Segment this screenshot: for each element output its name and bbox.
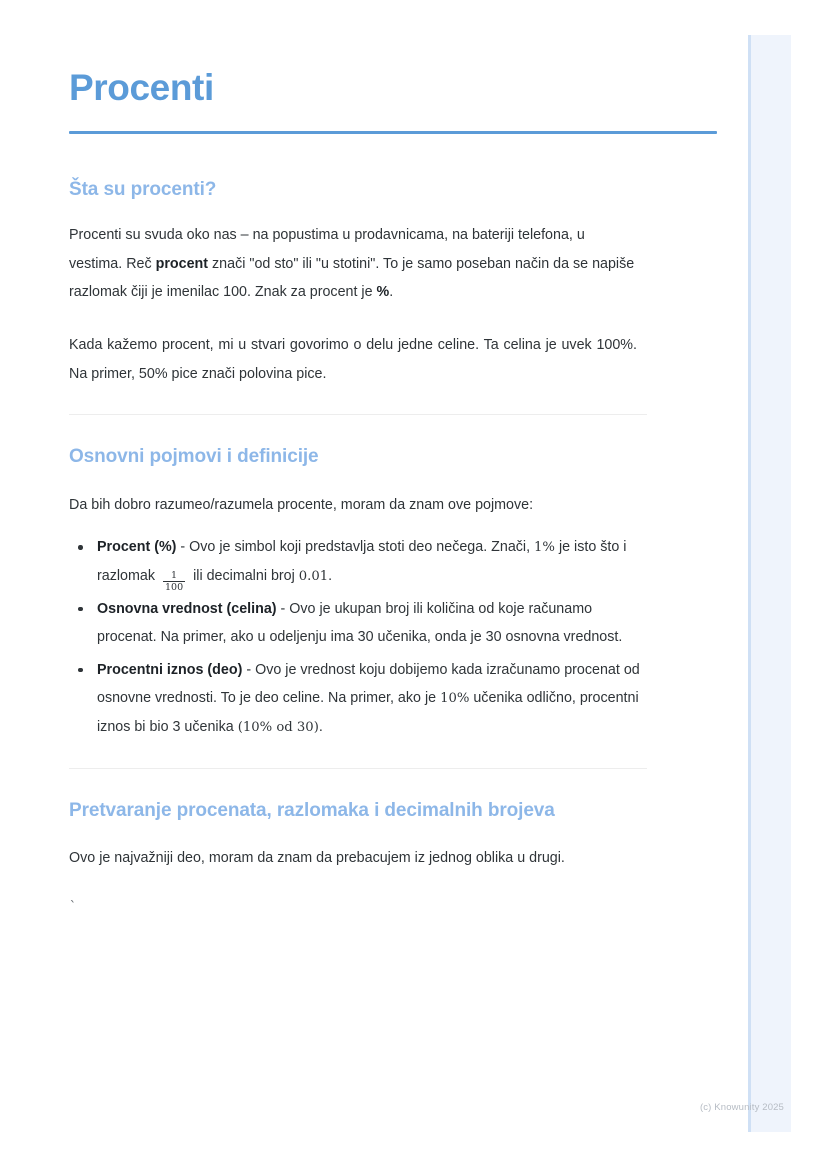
bold-term-procent: procent: [155, 255, 209, 272]
list-item-osnovna-vrednost: [95, 595, 644, 652]
list-item-procent: [95, 533, 644, 594]
fraction-one-hundredth: [163, 571, 185, 593]
text-run: .: [328, 567, 333, 584]
dash-separator: -: [276, 600, 290, 617]
value-decimal-001: 0.01: [298, 568, 329, 584]
paragraph-conversions-intro: Ovo je najvažniji deo, moram da znam da prebacujem iz jednog oblika u drugi.: [69, 850, 565, 867]
text-run: učenika odlično, procentni iznos bi bio 3 učenika: [97, 690, 639, 735]
text-run: Procenti su svuda oko nas – na popustima u prodavnicama, na bateriji telefona, u vestima. Reč: [69, 227, 585, 272]
fraction-numerator: 1: [171, 569, 178, 581]
paragraph-intro-2: Kada kažemo procent, mi u stvari govorimo o delu jedne celine. Ta celina je uvek 100%. Na primer, 50% pice znači polovina pice.: [69, 337, 637, 382]
paragraph-terms-intro: Da bih dobro razumeo/razumela procente, moram da znam ove pojmove:: [69, 496, 534, 513]
text-run: Ovo je ukupan broj ili količina od koje računamo procenat. Na primer, ako u odeljenju ima 30 učenika, onda je 30 osnovna vrednost.: [97, 600, 623, 646]
term-label-procent: Procent (%): [97, 539, 177, 556]
text-run: Ovo je simbol koji predstavlja stoti deo nečega. Znači,: [189, 539, 535, 556]
text-run: ili decimalni broj: [189, 567, 299, 584]
text-run: znači "od sto" ili "u stotini". To je samo poseban način da se napiše razlomak čiji je imenilac 100. Znak za procent je: [69, 255, 635, 301]
section-heading-what-are-percents: Šta su procenti?: [69, 178, 217, 200]
dash-separator: -: [242, 661, 256, 678]
term-label-procentni-iznos: Procentni iznos (deo): [97, 661, 243, 678]
text-run: Ovo je vrednost koju dobijemo kada izračunamo procenat od osnovne vrednosti. To je deo celine. Na primer, ako je: [97, 661, 640, 707]
text-run: je isto što i razlomak: [97, 539, 627, 584]
document-content: [69, 0, 649, 914]
list-item-procentni-iznos: [95, 656, 644, 742]
value-ten-percent: 10%: [440, 691, 470, 707]
fraction-denominator: 100: [164, 582, 184, 594]
value-ten-percent-of-thirty: (10% od 30): [237, 719, 319, 735]
text-run: .: [318, 718, 323, 735]
dash-separator: -: [176, 539, 190, 556]
term-label-osnovna-vrednost: Osnovna vrednost (celina): [97, 600, 277, 617]
text-run: .: [389, 284, 394, 301]
footer-copyright: (c) Knowunity 2025: [699, 1102, 784, 1113]
section-heading-conversions: Pretvaranje procenata, razlomaka i decimalnih brojeva: [69, 799, 555, 821]
paragraph-intro-1: [69, 203, 637, 307]
section-heading-basic-terms: Osnovni pojmovi i definicije: [69, 446, 319, 468]
right-side-strip: [748, 35, 791, 1132]
bold-percent-symbol: %: [376, 284, 390, 301]
page-title: Procenti: [69, 67, 214, 108]
value-one-percent: 1%: [534, 540, 555, 556]
terms-list: [69, 519, 644, 741]
stray-backtick-mark: `: [69, 899, 77, 915]
